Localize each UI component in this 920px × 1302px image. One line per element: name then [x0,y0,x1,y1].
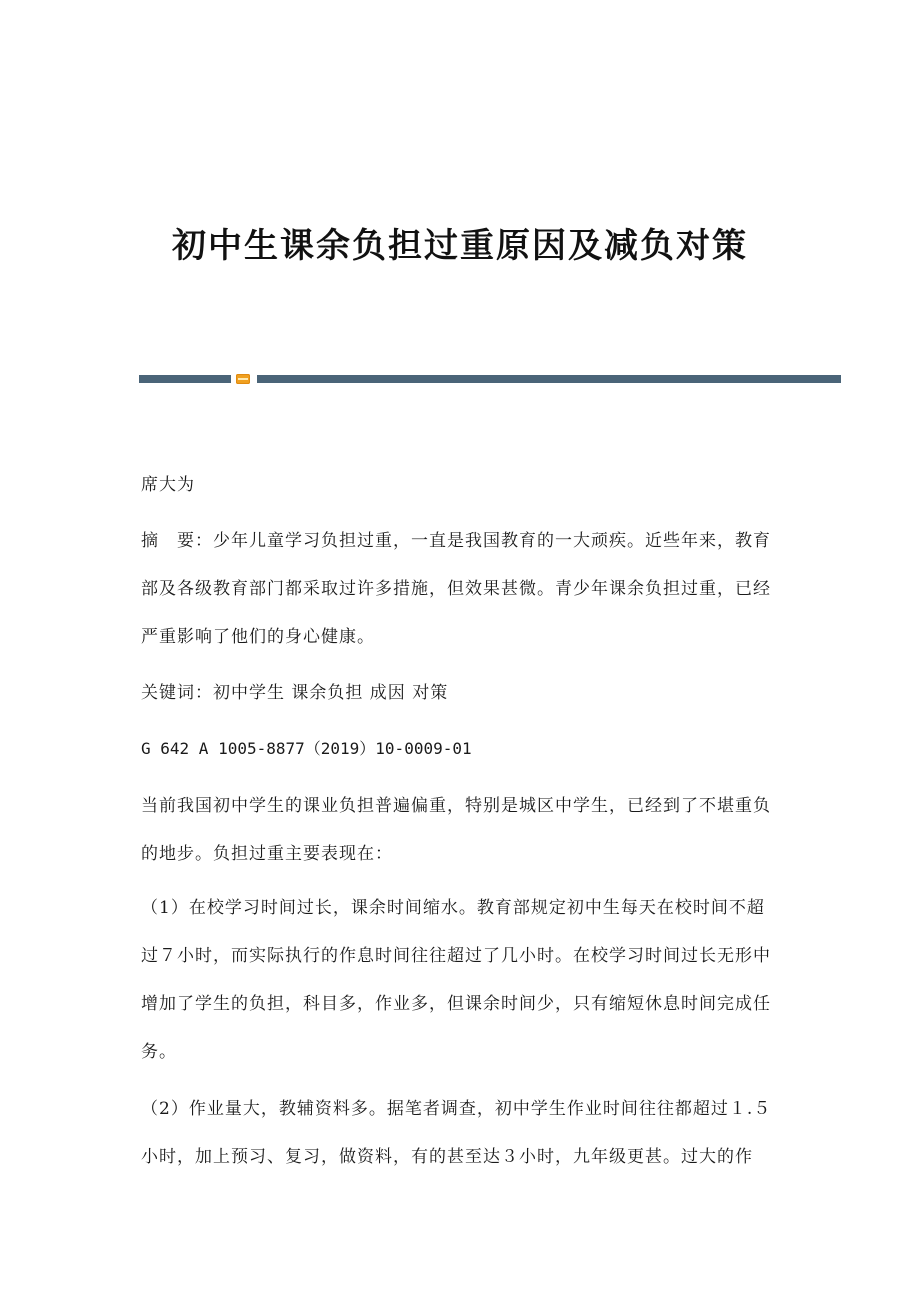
divider-bar-right [257,375,841,383]
divider-emblem-icon [236,374,250,384]
paragraph-point-2: （2）作业量大，教辅资料多。据笔者调查，初中学生作业时间往往都超过１.５小时，加上预习、复习，做资料，有的甚至达３小时，九年级更甚。过大的作 [141,1099,772,1167]
page-title: 初中生课余负担过重原因及减负对策 [172,226,748,266]
paragraph-point-1: （1）在校学习时间过长，课余时间缩水。教育部规定初中生每天在校时间不超过７小时，而实际执行的作息时间往往超过了几小时。在校学习时间过长无形中增加了学生的负担，科目多，作业多，但课余时间少，只有缩短休息时间完成任务。 [141,898,771,1062]
abstract: 摘 要：少年儿童学习负担过重，一直是我国教育的一大顽疾。近些年来，教育部及各级教育部门都采取过许多措施，但效果甚微。青少年课余负担过重，已经严重影响了他们的身心健康。 [141,531,771,647]
classification-code: G 642 A 1005-8877（2019）10-0009-01 [141,739,472,758]
author: 席大为 [141,475,195,495]
divider-bar-left [139,375,231,383]
paragraph-intro: 当前我国初中学生的课业负担普遍偏重，特别是城区中学生，已经到了不堪重负的地步。负担过重主要表现在： [141,796,771,864]
title-divider [139,374,841,384]
keywords: 关键词：初中学生 课余负担 成因 对策 [141,683,449,703]
